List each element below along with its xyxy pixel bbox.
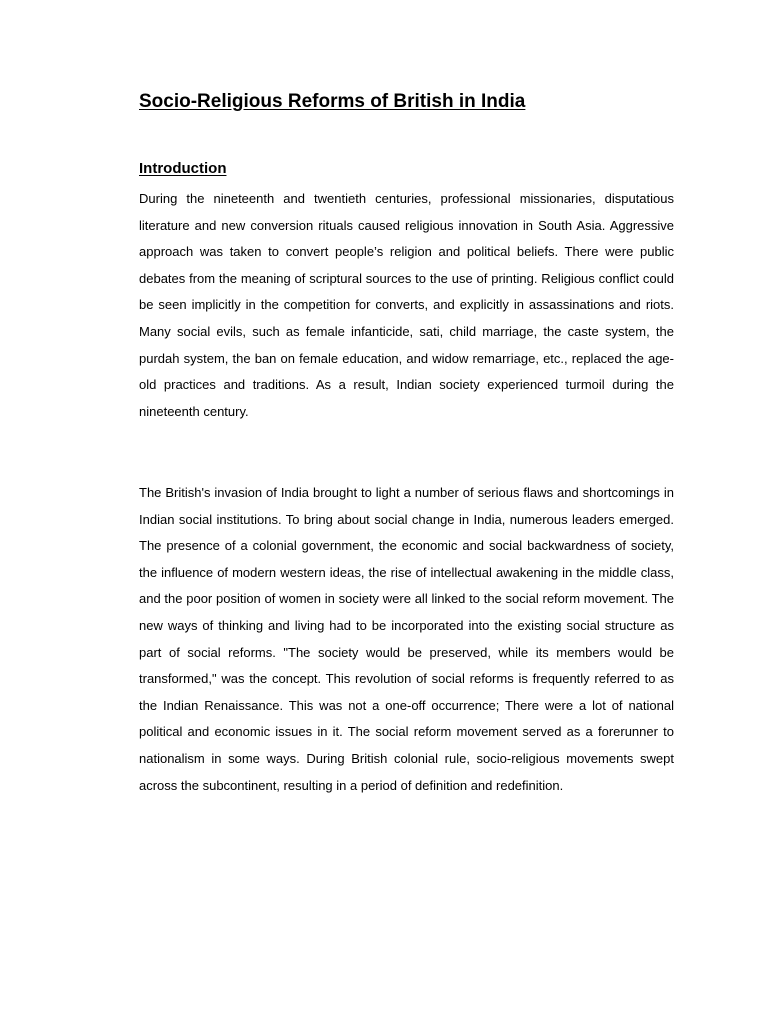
paragraph: The British's invasion of India brought to light a number of serious flaws and shortcomings in Indian social institutions. To bring about social change in India, numerous leaders emerged. The presence of a colonial government, the economic and social backwardness of society, the influence of modern western ideas, the rise of intellectual awakening in the middle class, and the poor position of women in society were all linked to the social reform movement. The new ways of thinking and living had to be incorporated into the existing social structure as part of social reforms. "The society would be preserved, while its members would be transformed," was the concept. This revolution of social reforms is frequently referred to as the Indian Renaissance. This was not a one-off occurrence; There were a lot of national political and economic issues in it. The social reform movement served as a forerunner to nationalism in some ways. During British colonial rule, socio-religious movements swept across the subcontinent, resulting in a period of definition and redefinition.	[139, 485, 674, 793]
document-title: Socio-Religious Reforms of British in India	[139, 91, 526, 112]
paragraph: During the nineteenth and twentieth centuries, professional missionaries, disputatious literature and new conversion rituals caused religious innovation in South Asia. Aggressive approach was taken to convert people’s religion and political beliefs. There were public debates from the meaning of scriptural sources to the use of printing. Religious conflict could be seen implicitly in the competition for converts, and explicitly in assassinations and riots. Many social evils, such as female infanticide, sati, child marriage, the caste system, the purdah system, the ban on female education, and widow remarriage, etc., replaced the age-old practices and traditions. As a result, Indian society experienced turmoil during the nineteenth century.	[139, 191, 674, 419]
section-heading-introduction: Introduction	[139, 160, 227, 177]
